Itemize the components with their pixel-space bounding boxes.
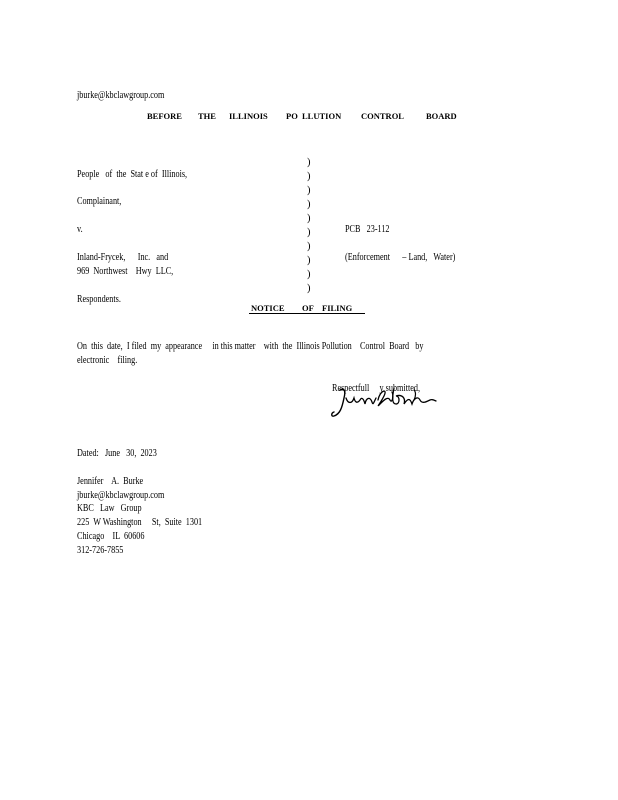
phone-number: 312-726-7855: [77, 544, 124, 556]
caption-paren: ): [307, 185, 311, 196]
firm-name: KBC Law Group: [77, 502, 142, 514]
notice-title-underline: [249, 313, 365, 314]
caption-paren: ): [307, 157, 311, 168]
caption-versus: v.: [77, 223, 83, 235]
notice-body-line2: electronic filing.: [77, 354, 138, 366]
caption-paren: ): [307, 241, 311, 252]
caption-paren: ): [307, 283, 311, 294]
attorney-email: jburke@kbclawgroup.com: [77, 489, 165, 501]
case-number: PCB 23-112: [345, 223, 390, 235]
board-title-word: ILLINOIS: [229, 111, 268, 121]
address-line1: 225 W Washington St, Suite 1301: [77, 516, 203, 528]
caption-complainant-label: Complainant,: [77, 195, 122, 207]
header-email: jburke@kbclawgroup.com: [77, 89, 165, 101]
handwritten-signature: [330, 382, 438, 422]
board-title-word: THE: [198, 111, 216, 121]
attorney-name: Jennifer A. Burke: [77, 475, 144, 487]
caption-paren: ): [307, 171, 311, 182]
board-title-word: BOARD: [426, 111, 457, 121]
caption-party-people: People of the Stat e of Illinois,: [77, 168, 188, 180]
case-type: (Enforcement – Land, Water): [345, 251, 456, 263]
board-title-word: PO: [286, 111, 298, 121]
board-title-word: LLUTION: [302, 111, 342, 121]
closing-respectfully-submitted: Respectfull y submitted,: [332, 382, 421, 394]
caption-respondent-line1: Inland-Frycek, Inc. and: [77, 251, 169, 263]
board-title-word: BEFORE: [147, 111, 182, 121]
notice-body-line1: On this date, I filed my appearance in this matter with the Illinois Pollution Control Board by: [77, 340, 424, 352]
caption-respondents-label: Respondents.: [77, 293, 122, 305]
caption-paren: ): [307, 269, 311, 280]
notice-title-word: OF: [302, 303, 314, 313]
caption-paren: ): [307, 213, 311, 224]
caption-paren: ): [307, 227, 311, 238]
caption-respondent-line2: 969 Northwest Hwy LLC,: [77, 265, 174, 277]
caption-paren: ): [307, 255, 311, 266]
notice-title-word: FILING: [322, 303, 353, 313]
dated-line: Dated: June 30, 2023: [77, 447, 158, 459]
board-title-word: CONTROL: [361, 111, 404, 121]
caption-paren: ): [307, 199, 311, 210]
address-line2: Chicago IL 60606: [77, 530, 145, 542]
notice-title-word: NOTICE: [251, 303, 285, 313]
